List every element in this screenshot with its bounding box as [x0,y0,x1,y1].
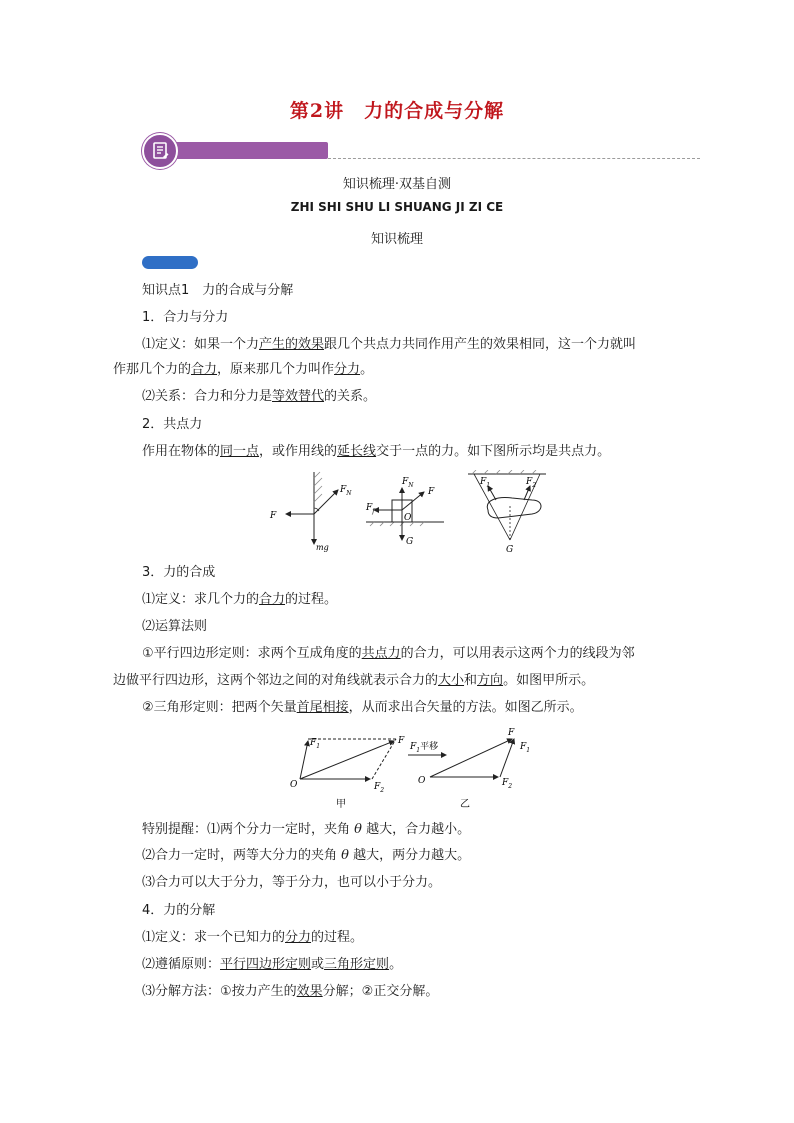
label-g-3: G [506,545,514,555]
label-yi-f: F [508,728,515,738]
triangle-diagram [408,728,530,810]
label-yi-o: O [418,776,426,786]
label-ff: $F_f$ [366,503,375,515]
caption-yi: 乙 [460,799,470,810]
label-g-2: G [406,537,414,547]
s3-rule2: ②三角形定则：把两个矢量首尾相接，从而求出合矢量的方法。如图乙所示。 [142,700,583,715]
s1-relation: ⑵关系：合力和分力是等效替代的关系。 [142,389,377,404]
knowledge-tag [142,256,198,269]
s3-heading: 3．力的合成 [142,565,216,580]
label-jia-f2: $F_2$ [374,782,385,794]
label-f1: $F_1$ [480,477,491,489]
tip-2: ⑵合力一定时，两等大分力的夹角 θ 越大，两分力越大。 [142,848,471,863]
s4-principle: ⑵遵循原则：平行四边形定则或三角形定则。 [142,957,403,972]
knowledge-point-title: 知识点1 力的合成与分解 [142,283,294,298]
s1-definition: ⑴定义：如果一个力产生的效果跟几个共点力共同作用产生的效果相同，这一个力就叫 [142,337,637,352]
label-f-2: F [428,487,435,497]
label-fn-2: $F_N$ [402,477,414,489]
concurrent-forces-figure [262,470,552,558]
s4-definition: ⑴定义：求一个已知力的分力的过程。 [142,930,364,945]
label-o: O [404,513,412,523]
s1-definition-cont: 作那几个力的合力，原来那几个力叫作分力。 [113,362,374,377]
label-yi-f2: $F_2$ [502,778,513,790]
composition-figure [284,727,544,811]
label-f2: $F_2$ [526,477,537,489]
diagram-hanging-log [468,470,546,555]
s3-rule1-cont: 边做平行四边形，这两个邻边之间的对角线就表示合力的大小和方向。如图甲所示。 [113,673,595,688]
s3-definition: ⑴定义：求几个力的合力的过程。 [142,592,338,607]
label-jia-f: F [398,736,405,746]
s4-heading: 4．力的分解 [142,903,216,918]
section-subheading: 知识梳理 [370,232,423,247]
caption-jia: 甲 [336,799,346,810]
s3-rule-heading: ⑵运算法则 [142,619,208,634]
label-jia-f1: $F_1$ [310,738,321,750]
s2-text: 作用在物体的同一点，或作用线的延长线交于一点的力。如下图所示均是共点力。 [142,444,611,459]
s2-heading: 2．共点力 [142,417,203,432]
label-fn: $F_N$ [340,485,352,497]
notebook-icon [142,133,178,169]
label-f: F [270,511,277,521]
label-yi-f1: $F_1$ [520,742,531,754]
banner-divider [328,158,700,159]
parallelogram-diagram [290,736,405,810]
page-title: 第2讲 力的合成与分解 [289,100,505,122]
label-mg: mg [316,543,329,552]
s4-method: ⑶分解方法：①按力产生的效果分解；②正交分解。 [142,984,439,999]
diagram-wall-ball [269,472,352,552]
label-jia-o: O [290,780,298,790]
tip-3: ⑶合力可以大于分力，等于分力，也可以小于分力。 [142,875,442,890]
section-heading: 知识梳理·双基自测 [342,177,452,192]
diagram-block [365,477,444,547]
section-pinyin: ZHI SHI SHU LI SHUANG JI ZI CE [290,200,504,214]
label-shift: $F_1$平移 [410,742,439,754]
s3-rule1: ①平行四边形定则：求两个互成角度的共点力的合力，可以用表示这两个力的线段为邻 [142,646,635,661]
tip-1: 特别提醒：⑴两个分力一定时，夹角 θ 越大，合力越小。 [142,822,471,837]
s1-heading: 1．合力与分力 [142,310,229,325]
